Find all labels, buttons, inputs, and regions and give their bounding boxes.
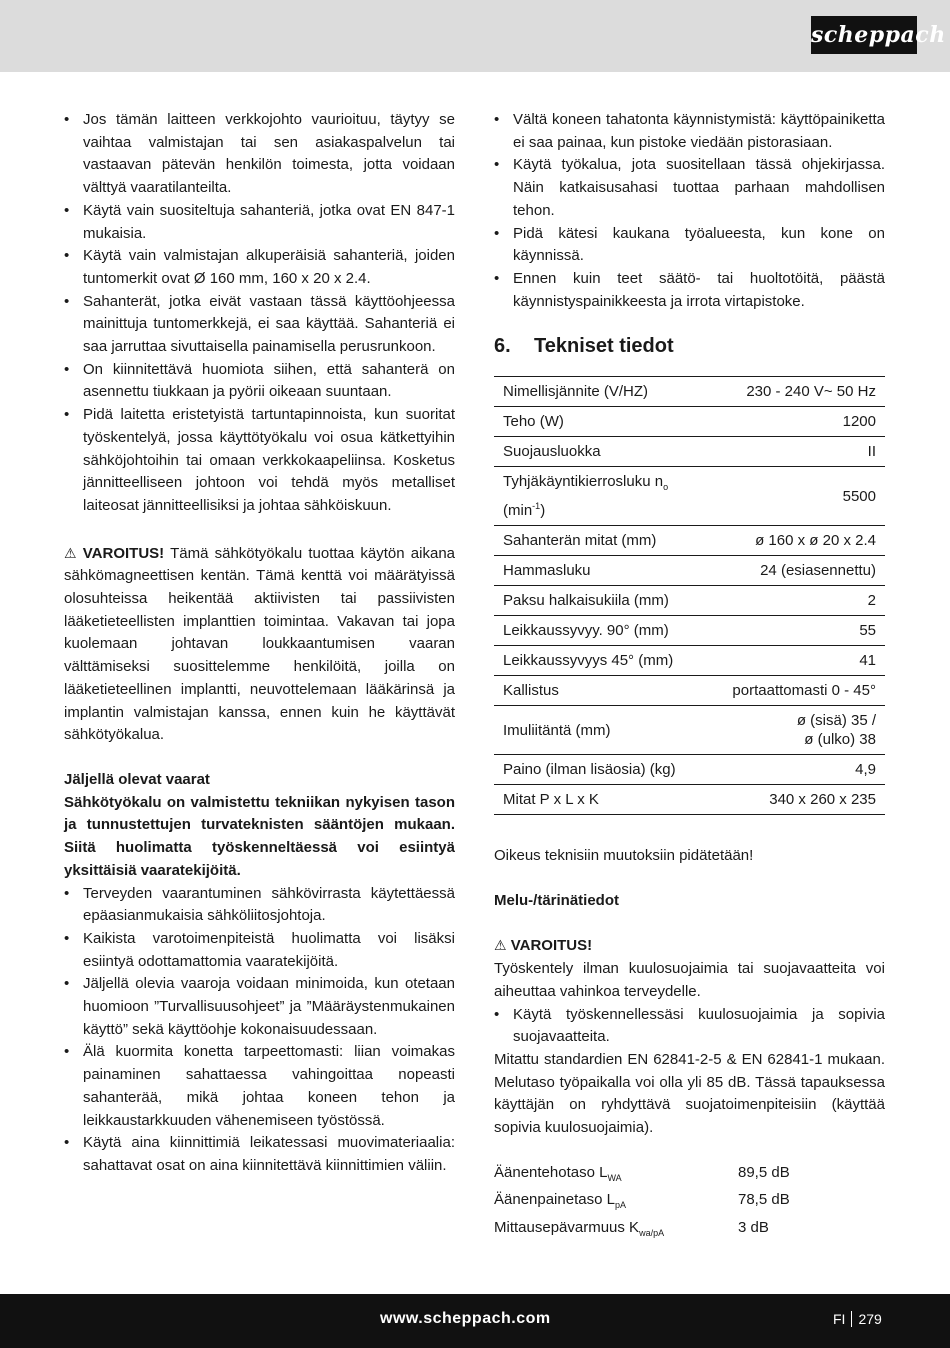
warning-label: VAROITUS! <box>510 937 593 955</box>
list-item: • Sahanterät, jotka eivät vastaan tässä käyttöohjeessa mainittuja tuntomerkkejä, ei saa käyttää. Sahanteriä ei saa jarruttaa sivuttaisella painamisella perusrunkoon. <box>64 291 455 359</box>
noise-row <box>494 1217 885 1245</box>
spec-label: Kallistus <box>494 676 706 706</box>
section-title: Tekniset tiedot <box>534 335 674 358</box>
list-item: • Käytä työskennellessäsi kuulosuojaimia ja sopivia suojavaatteita. <box>494 1004 885 1049</box>
brand-logo: scheppach <box>811 16 917 54</box>
spec-label: Paksu halkaisukiila (mm) <box>494 586 706 616</box>
table-row <box>494 407 885 437</box>
table-row <box>494 467 885 526</box>
spec-value: 41 <box>706 646 885 676</box>
residual-bullets <box>64 883 455 1178</box>
noise-value: 3 dB <box>738 1219 769 1237</box>
noise-label: Äänenpainetaso $L_{pA}$ <box>494 1191 626 1211</box>
section-heading <box>494 335 885 358</box>
spec-label: Leikkaussyvyy. 90° (mm) <box>494 616 706 646</box>
table-row <box>494 437 885 467</box>
spec-value: portaattomasti 0 - 45° <box>706 676 885 706</box>
list-item: • Kaikista varotoimenpiteistä huolimatta voi lisäksi esiintyä odottamattomia vaaratekijöitä. <box>64 928 455 973</box>
table-row <box>494 616 885 646</box>
noise-warning <box>494 934 885 958</box>
residual-risks-title: Jäljellä olevat vaarat <box>64 770 210 788</box>
spec-label: Suojausluokka <box>494 437 706 467</box>
spec-label: Nimellisjännite (V/HZ) <box>494 377 706 407</box>
list-item: • Käytä aina kiinnittimiä leikatessasi muovimateriaalia: sahattavat osat on aina kiinnitettävä kiinnittimien väliin. <box>64 1132 455 1177</box>
warning-label: VAROITUS! <box>82 544 165 562</box>
list-item: • Käytä työkalua, jota suositellaan tässä ohjekirjassa. Näin katkaisusahasi tuottaa parhaan mahdollisen tehon. <box>494 154 885 222</box>
page-number: 279 <box>858 1311 882 1327</box>
measurement-text: Mitattu standardien EN 62841-2-5 & EN 62841-1 mukaan. Melutaso työpaikalla voi olla yli 85 dB. Tässä tapauksessa käyttäjän on ryhdyttävä suojatoimenpiteisiin (käyttää sopivia kuulosuojaimia). <box>494 1050 885 1137</box>
list-item: • Vältä koneen tahatonta käynnistymistä: käyttöpainiketta ei saa painaa, kun pistoke viedään pistorasiaan. <box>494 109 885 154</box>
spec-value: 230 - 240 V~ 50 Hz <box>706 377 885 407</box>
table-row <box>494 706 885 755</box>
table-row <box>494 646 885 676</box>
warning-icon: ⚠ <box>64 544 77 561</box>
list-item: • Terveyden vaarantuminen sähkövirrasta käytettäessä epäasianmukaisia sähköliitosjohtoja. <box>64 883 455 928</box>
spec-label: Sahanterän mitat (mm) <box>494 526 706 556</box>
noise-value: 78,5 dB <box>738 1191 790 1209</box>
residual-risks-intro: Sähkötyökalu on valmistettu tekniikan nykyisen tason ja tunnustettujen turvateknisten sääntöjen mukaan. Siitä huolimatta työskenneltäessä voi esiintyä yksittäisiä vaaratekijöitä. <box>64 793 455 879</box>
list-item: • Pidä kätesi kaukana työalueesta, kun kone on käynnissä. <box>494 223 885 268</box>
page-indicator <box>833 1294 882 1344</box>
list-item: • On kiinnitettävä huomiota siihen, että sahanterä on asennettu tiukkaan ja pyörii oikeaan suuntaan. <box>64 359 455 404</box>
language-code: FI <box>833 1311 846 1327</box>
spec-label: Imuliitäntä (mm) <box>494 706 706 755</box>
warning-icon: ⚠ <box>494 937 507 954</box>
noise-row <box>494 1162 885 1190</box>
spec-value: 5500 <box>706 467 885 526</box>
website-link[interactable]: www.scheppach.com <box>380 1310 551 1327</box>
section-number: 6. <box>494 335 511 358</box>
table-row <box>494 676 885 706</box>
spec-value: ø 160 x ø 20 x 2.4 <box>706 526 885 556</box>
noise-label: Mittausepävarmuus $K_{wa/pA}$ <box>494 1219 665 1239</box>
spec-label: Teho (W) <box>494 407 706 437</box>
table-row <box>494 586 885 616</box>
emf-warning <box>64 542 455 747</box>
noise-title: Melu-/tärinätiedot <box>494 891 620 909</box>
footer-bar <box>0 1294 950 1348</box>
spec-label: Paino (ilman lisäosia) (kg) <box>494 755 706 785</box>
list-item: • Jos tämän laitteen verkkojohto vaurioituu, täytyy se vaihtaa valmistajan tai sen asiakaspalvelun tai vastaavan pätevän henkilön toimesta, jotta voidaan välttyä vaaratilanteilta. <box>64 109 455 200</box>
table-row <box>494 377 885 407</box>
header-band <box>0 0 950 72</box>
noise-warning-text: Työskentely ilman kuulosuojaimia tai suojavaatteita voi aiheuttaa vahinkoa terveydelle. <box>494 960 885 1000</box>
spec-value: 55 <box>706 616 885 646</box>
spec-value: 1200 <box>706 407 885 437</box>
operation-bullets <box>494 109 885 313</box>
noise-row <box>494 1189 885 1217</box>
spec-label: Hammasluku <box>494 556 706 586</box>
spec-value: 340 x 260 x 235 <box>706 785 885 815</box>
table-row <box>494 755 885 785</box>
list-item: • Pidä laitetta eristetyistä tartuntapinnoista, kun suoritat työskentelyä, jossa käyttötyökalu voi osua kätkettyihin sähköjohtoihin tai omaan verkkokaapeliinsa. Kosketus jännitteelliseen johtoon voi tehdä myös metalliset laiteosat jännitteellisiksi ja johtaa sähköiskuun. <box>64 404 455 518</box>
right-column <box>494 109 885 1245</box>
spec-value: 2 <box>706 586 885 616</box>
list-item: • Ennen kuin teet säätö- tai huoltotöitä, päästä käynnistyspainikkeesta ja irrota virtapistoke. <box>494 268 885 313</box>
spec-label: Leikkaussyvyys 45° (mm) <box>494 646 706 676</box>
table-row <box>494 785 885 815</box>
noise-value: 89,5 dB <box>738 1163 790 1181</box>
warning-text: Tämä sähkötyökalu tuottaa käytön aikana sähkömagneettisen kentän. Tämä kenttä voi määrätyissä olosuhteissa heikentää aktiivisten tai passiivisten lääketieteellisten implanttien toimintaa. Vakavan tai jopa kuolemaan johtavan loukkaantumisen vaaran välttämiseksi suosittelemme henkilöitä, joilla on lääketieteellinen implantti, neuvottelemaan lääkärinsä ja implantin valmistajan kanssa, ennen kuin he käyttävät sähkötyökalua. <box>64 544 456 744</box>
list-item: • Käytä vain suositeltuja sahanteriä, jotka ovat EN 847-1 mukaisia. <box>64 200 455 245</box>
noise-values <box>494 1162 885 1245</box>
spec-value: ø (sisä) 35 / ø (ulko) 38 <box>706 706 885 755</box>
noise-label: Äänentehotaso $L_{WA}$ <box>494 1163 622 1183</box>
list-item: • Käytä vain valmistajan alkuperäisiä sahanteriä, joiden tuntomerkit ovat Ø 160 mm, 160 x 20 x 2.4. <box>64 245 455 290</box>
spec-label: Mitat P x L x K <box>494 785 706 815</box>
table-row <box>494 526 885 556</box>
list-item: • Jäljellä olevia vaaroja voidaan minimoida, kun otetaan huomioon ”Turvallisuusohjeet” ja ”Määräystenmukainen käyttö” sekä käyttöohje kokonaisuudessaan. <box>64 973 455 1041</box>
spec-value: 24 (esiasennettu) <box>706 556 885 586</box>
list-item: • Älä kuormita konetta tarpeettomasti: liian voimakas painaminen sahattaessa vahingoittaa nopeasti sahanterää, mikä johtaa koneen tehon ja leikkaustarkkuuden vähenemiseen työstössä. <box>64 1041 455 1132</box>
spec-value: 4,9 <box>706 755 885 785</box>
rights-note: Oikeus teknisiin muutoksiin pidätetään! <box>494 847 754 865</box>
technical-data-table <box>494 376 885 815</box>
spec-value: II <box>706 437 885 467</box>
spec-label: Tyhjäkäyntikierrosluku $n_o$ $(\min^{-1})$ <box>494 467 706 526</box>
table-row <box>494 556 885 586</box>
left-column <box>64 109 455 1178</box>
safety-bullets <box>64 109 455 518</box>
